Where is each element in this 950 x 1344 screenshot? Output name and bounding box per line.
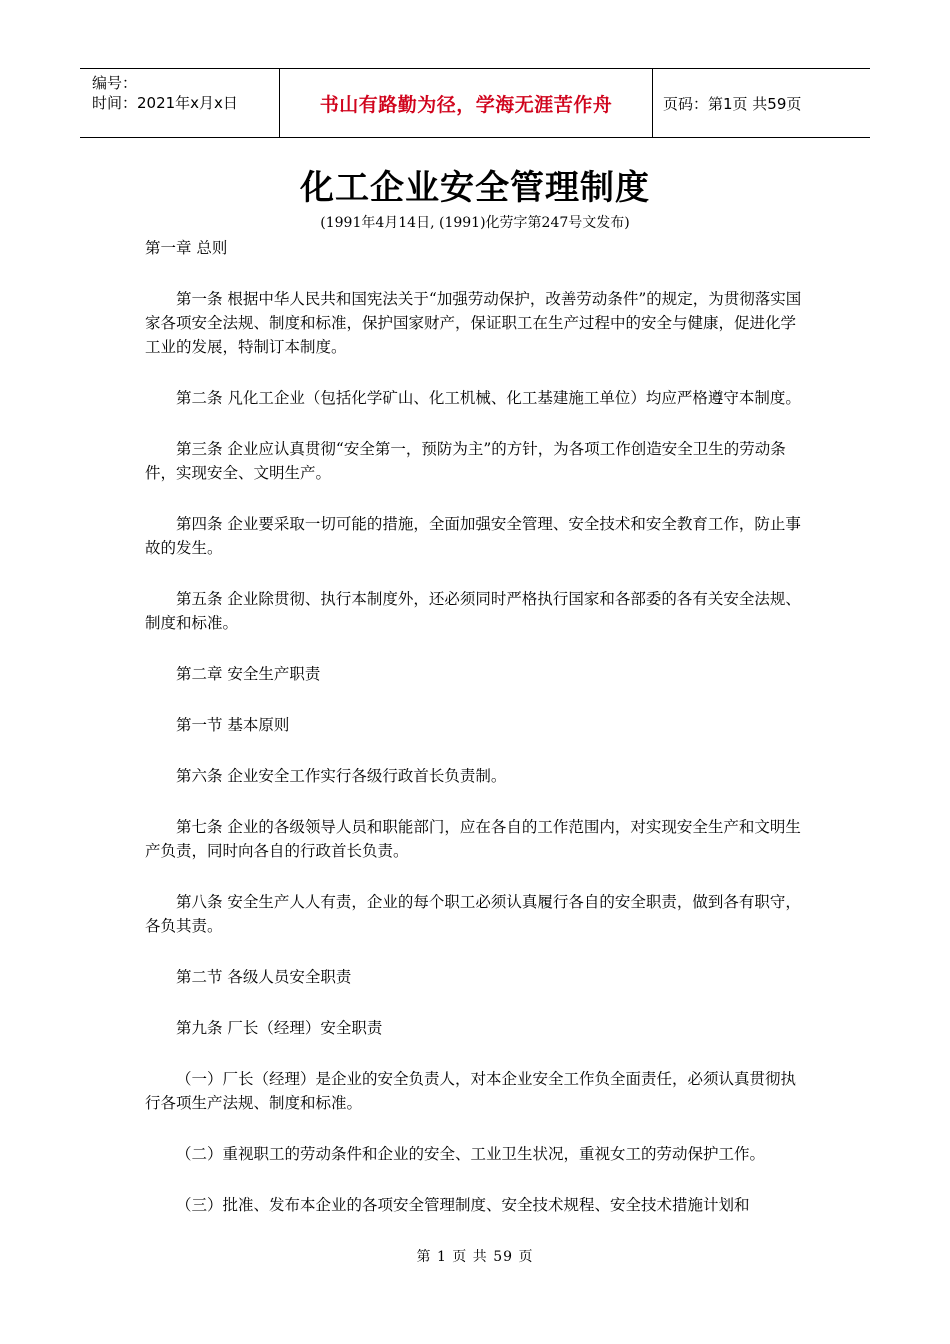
article-paragraph: 第八条 安全生产人人有责，企业的每个职工必须认真履行各自的安全职责，做到各有职守，各负其责。 [145,893,801,935]
article-paragraph: 第七条 企业的各级领导人员和职能部门，应在各自的工作范围内，对实现安全生产和文明生产负责，同时向各自的行政首长负责。 [145,818,801,860]
header-meta [80,69,280,137]
article-paragraph: 第六条 企业安全工作实行各级行政首长负责制。 [176,767,507,785]
page-footer: 第 1 页 共 59 页 [416,1249,534,1265]
document-subtitle: (1991年4月14日, (1991)化劳字第247号文发布) [320,215,630,231]
header-page-info: 页码：第1页 共59页 [663,94,802,113]
article-paragraph: 第四条 企业要采取一切可能的措施，全面加强安全管理、安全技术和安全教育工作，防止事故的发生。 [145,515,801,557]
article-paragraph: 第三条 企业应认真贯彻“安全第一，预防为主”的方针，为各项工作创造安全卫生的劳动条件，实现安全、文明生产。 [145,440,786,482]
list-item: （三）批准、发布本企业的各项安全管理制度、安全技术规程、安全技术措施计划和 [176,1196,750,1214]
header-motto: 书山有路勤为径，学海无涯苦作舟 [280,69,653,137]
article-paragraph: 第二条 凡化工企业（包括化学矿山、化工机械、化工基建施工单位）均应严格遵守本制度。 [176,389,801,407]
article-paragraph: 第九条 厂长（经理）安全职责 [176,1019,383,1037]
document-header [80,68,870,138]
chapter-heading: 第一章 总则 [145,239,228,257]
document-date-label: 时间：2021年x月x日 [92,94,238,112]
section-heading: 第二节 各级人员安全职责 [176,968,352,986]
article-paragraph: 第一条 根据中华人民共和国宪法关于“加强劳动保护，改善劳动条件”的规定，为贯彻落实国家各项安全法规、制度和标准，保护国家财产，保证职工在生产过程中的安全与健康，促进化学工业的发展，特制订本制度。 [145,290,802,356]
list-item: （二）重视职工的劳动条件和企业的安全、工业卫生状况，重视女工的劳动保护工作。 [176,1145,766,1163]
section-heading: 第一节 基本原则 [176,716,290,734]
document-number-label: 编号： [92,74,138,92]
document-body [145,236,807,1217]
article-paragraph: 第五条 企业除贯彻、执行本制度外，还必须同时严格执行国家和各部委的各有关安全法规、制度和标准。 [145,590,801,632]
document-title: 化工企业安全管理制度 [300,168,650,208]
list-item: （一）厂长（经理）是企业的安全负责人，对本企业安全工作负全面责任，必须认真贯彻执行各项生产法规、制度和标准。 [145,1070,797,1112]
chapter-heading: 第二章 安全生产职责 [176,665,321,683]
